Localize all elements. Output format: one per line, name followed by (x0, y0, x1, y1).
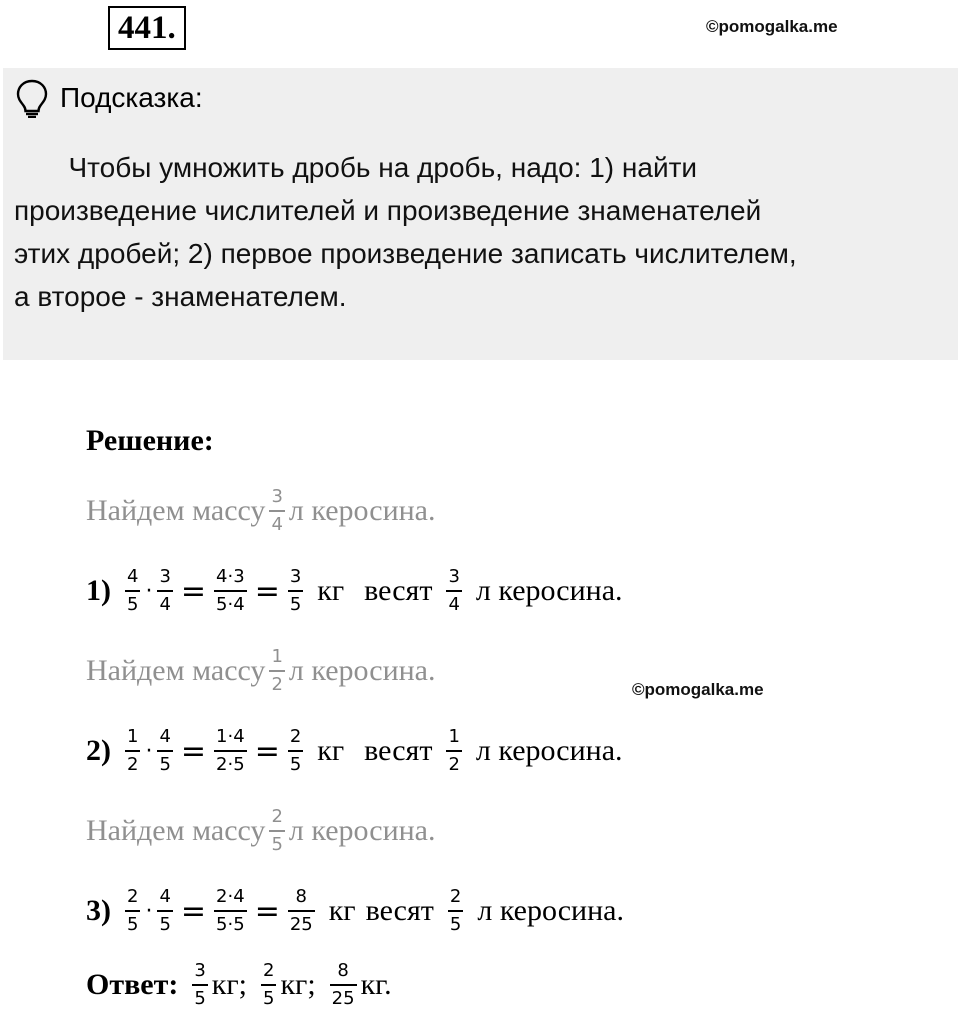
step-1-equation: 1) $\frac{4}{5}$ · $\frac{3}{4}$ = $\frac{4\cdot 3}{5\cdot 4}$ = $\frac{3}{5}$ кг весят $\frac{3}{4}$ л керосина. (86, 566, 623, 615)
fraction: $\frac{3}{4}$ (159, 566, 171, 615)
fraction: $\frac{4}{5}$ (127, 566, 139, 615)
kerosene-text: л керосина. (477, 894, 624, 927)
unit-kg: кг (317, 734, 345, 767)
watermark-top: ©pomogalka.me (706, 17, 838, 36)
fraction: $\frac{4\cdot 3}{5\cdot 4}$ (216, 566, 245, 615)
weigh-word: весят (364, 574, 433, 607)
lightbulb-icon (14, 78, 50, 118)
task-number: 441. (108, 6, 186, 50)
step-label: 2) (86, 734, 111, 767)
fraction: $\frac{8}{25}$ (331, 960, 355, 1009)
fraction: $\frac{8}{25}$ (289, 886, 313, 935)
step-label: 1) (86, 574, 111, 607)
fraction: $\frac{1}{2}$ (448, 726, 460, 775)
fraction: $\frac{2}{5}$ (289, 726, 302, 775)
fraction: $\frac{1\cdot 4}{2\cdot 5}$ (216, 726, 245, 775)
find-suffix: л керосина. (288, 494, 436, 527)
unit-kg: кг (317, 574, 345, 607)
hint-title: Подсказка: (60, 82, 203, 113)
find-prefix: Найдем массу (86, 494, 266, 527)
answer-label: Ответ: (86, 968, 179, 1001)
fraction: $\frac{1}{2}$ (127, 726, 139, 775)
fraction: $\frac{2}{5}$ (449, 886, 462, 935)
fraction: $\frac{2\cdot 4}{5\cdot 5}$ (216, 886, 245, 935)
answer-unit: кг; (211, 968, 247, 1001)
unit-kg: кг (328, 894, 356, 927)
fraction: $\frac{4}{5}$ (159, 726, 171, 775)
fraction: $\frac{1}{2}$ (271, 646, 283, 695)
find-prefix: Найдем массу (86, 654, 266, 687)
fraction: $\frac{2}{5}$ (271, 806, 283, 855)
watermark-middle: ©pomogalka.me (632, 680, 764, 699)
solution-title: Решение: (86, 424, 214, 457)
fraction: $\frac{3}{5}$ (194, 960, 206, 1009)
step-label: 3) (86, 894, 111, 927)
answer-line (86, 960, 392, 1010)
step-3-equation: 3) $\frac{2}{5}$ · $\frac{4}{5}$ = $\frac{2\cdot 4}{5\cdot 5}$ = $\frac{8}{25}$ кг весят $\frac{2}{5}$ л керосина. (86, 886, 624, 935)
fraction: $\frac{3}{4}$ (448, 566, 460, 615)
step-2-equation: 2) $\frac{1}{2}$ · $\frac{4}{5}$ = $\frac{1\cdot 4}{2\cdot 5}$ = $\frac{2}{5}$ кг весят $\frac{1}{2}$ л керосина. (86, 726, 623, 775)
find-prefix: Найдем массу (86, 814, 266, 847)
find-suffix: л керосина. (288, 654, 436, 687)
hint-line: этих дробей; 2) первое произведение записать числителем, (14, 238, 797, 269)
find-suffix: л керосина. (288, 814, 436, 847)
weigh-word: весят (365, 894, 434, 927)
hint-text (14, 146, 939, 318)
hint-line: а второе - знаменателем. (14, 281, 347, 312)
fraction: $\frac{2}{5}$ (263, 960, 275, 1009)
hint-line: произведение числителей и произведение знаменателей (14, 195, 762, 226)
answer-unit: кг. (360, 968, 392, 1001)
answer-unit: кг; (280, 968, 316, 1001)
fraction: $\frac{2}{5}$ (127, 886, 139, 935)
fraction: $\frac{3}{5}$ (289, 566, 302, 615)
weigh-word: весят (364, 734, 433, 767)
fraction: $\frac{4}{5}$ (159, 886, 171, 935)
hint-header (14, 78, 203, 118)
find-mass-line-3 (86, 806, 436, 856)
find-mass-line-1 (86, 486, 436, 536)
kerosene-text: л керосина. (475, 734, 623, 767)
find-mass-line-2 (86, 646, 436, 696)
kerosene-text: л керосина. (475, 574, 623, 607)
hint-line: Чтобы умножить дробь на дробь, надо: 1) найти (14, 152, 698, 183)
fraction: $\frac{3}{4}$ (271, 486, 283, 535)
